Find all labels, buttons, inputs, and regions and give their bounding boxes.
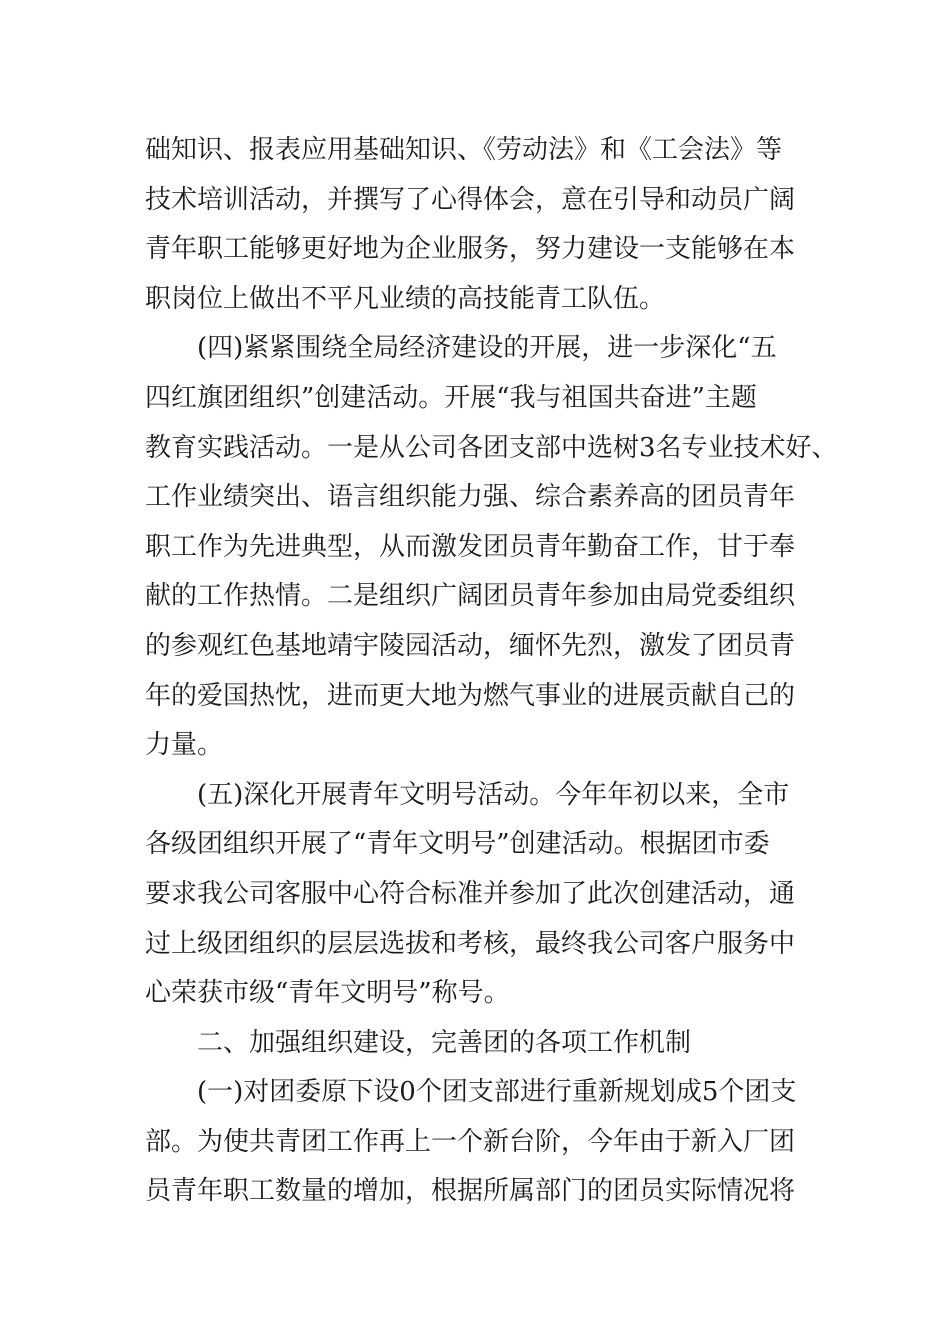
- text-line: 四红旗团组织”创建活动。开展“我与祖国共奋进”主题: [145, 382, 757, 413]
- paragraph-4-heading-line: (四)紧紧围绕全局经济建设的开展，进一步深化“五: [197, 333, 777, 364]
- text-line: 工作业绩突出、语言组织能力强、综合素养高的团员青年: [145, 482, 796, 513]
- text-line: 的参观红色基地靖宇陵园活动，缅怀先烈，激发了团员青: [145, 630, 796, 661]
- text-line: 过上级团组织的层层选拔和考核，最终我公司客户服务中: [145, 928, 796, 959]
- text-line: 力量。: [145, 730, 224, 761]
- text-line: 员青年职工数量的增加，根据所属部门的团员实际情况将: [145, 1176, 796, 1207]
- text-line: 础知识、报表应用基础知识、《劳动法》和《工会法》等: [145, 135, 783, 165]
- text-line: 要求我公司客服中心符合标准并参加了此次创建活动，通: [145, 878, 796, 909]
- text-line: 青年职工能够更好地为企业服务，努力建设一支能够在本: [145, 234, 796, 265]
- subsection-1-heading-line: (一)对团委原下设0个团支部进行重新规划成5个团支: [197, 1077, 797, 1108]
- text-line: 心荣获市级“青年文明号”称号。: [145, 978, 510, 1009]
- paragraph-5-heading-line: (五)深化开展青年文明号活动。今年年初以来，全市: [197, 779, 790, 810]
- text-line: 各级团组织开展了“青年文明号”创建活动。根据团市委: [145, 829, 770, 860]
- text-line: 职岗位上做出不平凡业绩的高技能青工队伍。: [145, 283, 666, 314]
- text-line: 献的工作热情。二是组织广阔团员青年参加由局党委组织: [145, 581, 796, 612]
- text-line: 技术培训活动，并撰写了心得体会，意在引导和动员广阔: [145, 184, 796, 215]
- text-line: 部。为使共青团工作再上一个新台阶，今年由于新入厂团: [145, 1126, 796, 1157]
- document-body: [145, 126, 838, 1217]
- text-line: 教育实践活动。一是从公司各团支部中选树3名专业技术好、: [145, 432, 838, 463]
- text-line: 年的爱国热忱，进而更大地为燃气事业的进展贡献自己的: [145, 680, 796, 711]
- text-line: 职工作为先进典型，从而激发团员青年勤奋工作，甘于奉: [145, 531, 796, 562]
- section-heading: 二、加强组织建设，完善团的各项工作机制: [197, 1027, 692, 1058]
